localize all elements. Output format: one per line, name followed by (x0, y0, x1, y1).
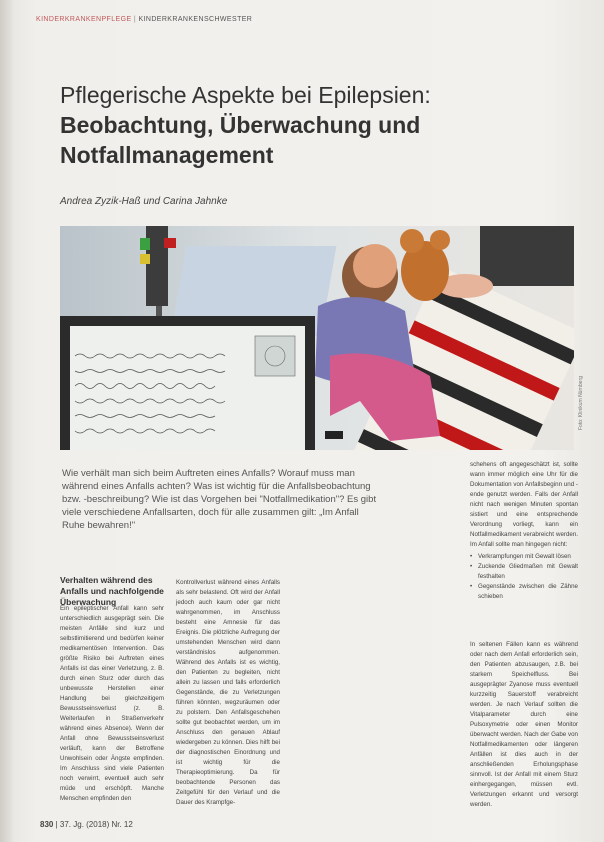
section-label: KINDERKRANKENPFLEGE (36, 16, 132, 23)
authors: Andrea Zyzik-Haß und Carina Jahnke (60, 196, 228, 207)
body-text: Ein epileptischer Anfall kann sehr unterschiedlich ausgeprägt sein. Die meisten Anfälle sind kurz und selbstlimitierend und bedürfen keiner medikamentösen Intervention. Das größte Risiko bei Auftreten eines Anfalls ist das einer Verletzung, z. B. durch einen Sturz oder durch das unbewusste Herstellen einer Handlung bei gleichzeitigem Bewusstseinsverlust (z. B. Weiterlaufen in Straßenverkehr während eines Absence). Wenn der Anfall ohne Bewusstseinsverlust verläuft, kann der Betroffene Unwohlsein oder Ängste empfinden. Im Anschluss sind viele Patienten noch verwirrt, eventuell auch sehr müde und erschöpft. Manche Menschen empfinden den (60, 605, 164, 802)
article-photo (60, 226, 574, 450)
body-text: In seltenen Fällen kann es während oder nach dem Anfall erforderlich sein, den Patienten abzusaugen, z.B. bei starkem Speichelfluss. Bei ausgeprägter Zyanose muss eventuell kurzzeitig Sauerstoff verabreicht werden. Je nach Verlauf sollten die Vitalparameter durch eine Pulsoxymetrie oder einen Monitor überwacht werden. Nach der Gabe von Notfallmedikamenten oder längeren Anfällen ist dies auch in der anschließenden Erholungsphase sinnvoll. Ist der Anfall mit einem Sturz einhergegangen, müssen evtl. Verletzungen erkannt und versorgt werden. (470, 641, 578, 808)
list-item: • Zuckende Gliedmaßen mit Gewalt festhalten (470, 562, 578, 582)
title-bold-1: Beobachtung, Überwachung (60, 112, 372, 138)
page-footer (40, 820, 133, 829)
title-line-2 (60, 110, 580, 140)
title-bold-2: Notfallmanagement (60, 142, 274, 168)
body-column-3 (470, 460, 578, 602)
photo-credit: Foto: Klinikum Nürnberg (578, 376, 584, 430)
body-column-2 (176, 578, 280, 808)
body-column-1 (60, 604, 164, 804)
page-number: 830 (40, 820, 54, 829)
title-plain: und (371, 112, 421, 138)
photo-illustration (60, 226, 574, 450)
body-text: schehens oft angegeschätzt ist, sollte wann immer möglich eine Uhr für die Dokumentation von Anfallsbeginn und -ende genutzt werden. Falls der Anfall nicht nach wenigen Minuten spontan sistiert und eine entsprechende Verordnung vorliegt, kann ein Notfallmedikament verabreicht werden. Im Anfall sollte man hingegen nicht: (470, 461, 578, 548)
list-item: • Verkrampfungen mit Gewalt lösen (470, 552, 578, 562)
spine-shadow (0, 0, 14, 842)
issue-info: | 37. Jg. (2018) Nr. 12 (55, 820, 133, 829)
body-text: Kontrollverlust während eines Anfalls als sehr belastend. Oft wird der Anfall jedoch auch kaum oder gar nicht wahrgenommen, im Anschluss besteht eine Amnesie für das Ereignis. Die plötzliche Aufregung der umstehenden Menschen wird dann verständnislos aufgenommen. Während des Anfalls ist es wichtig, den Patienten zu begleiten, nicht allein zu lassen und falls erforderlich Gegenstände, die zu Verletzungen führen könnten, wegzuräumen oder zu polstern. Den Anfallsgeschehen sollte gut beobachtet werden, um im Anschluss den genauen Ablauf wiedergeben zu können. Dies hilft bei der diagnostischen Einordnung und ist wichtig für die Therapieoptimierung. Da für beobachtende Personen das Zeitgefühl für den Verlauf und die Dauer des Krampfge- (176, 579, 280, 806)
separator: | (133, 16, 137, 23)
list-item: • Gegenstände zwischen die Zähne schieben (470, 582, 578, 602)
bullet-list (470, 552, 578, 602)
article-title (60, 80, 580, 170)
lead-paragraph: Wie verhält man sich beim Auftreten eines Anfalls? Worauf muss man während eines Anfalls achten? Was ist wichtig für die Anfallsbeobachtung bzw. -beschreibung? Wie ist das Vorgehen bei "Notfallmedikation"? Es gibt viele verschiedene Anfallsarten, doch für alle zusammen gilt: „Im Anfall Ruhe bewahren!" (62, 468, 377, 531)
section-heading: Verhalten während des Anfalls und nachfolgende Überwachung (60, 575, 164, 607)
body-column-3-continued (470, 640, 578, 810)
title-line-3 (60, 140, 580, 170)
title-line-1: Pflegerische Aspekte bei Epilepsien: (60, 82, 431, 108)
magazine-name: KINDERKRANKENSCHWESTER (138, 16, 253, 23)
running-head (36, 16, 252, 23)
